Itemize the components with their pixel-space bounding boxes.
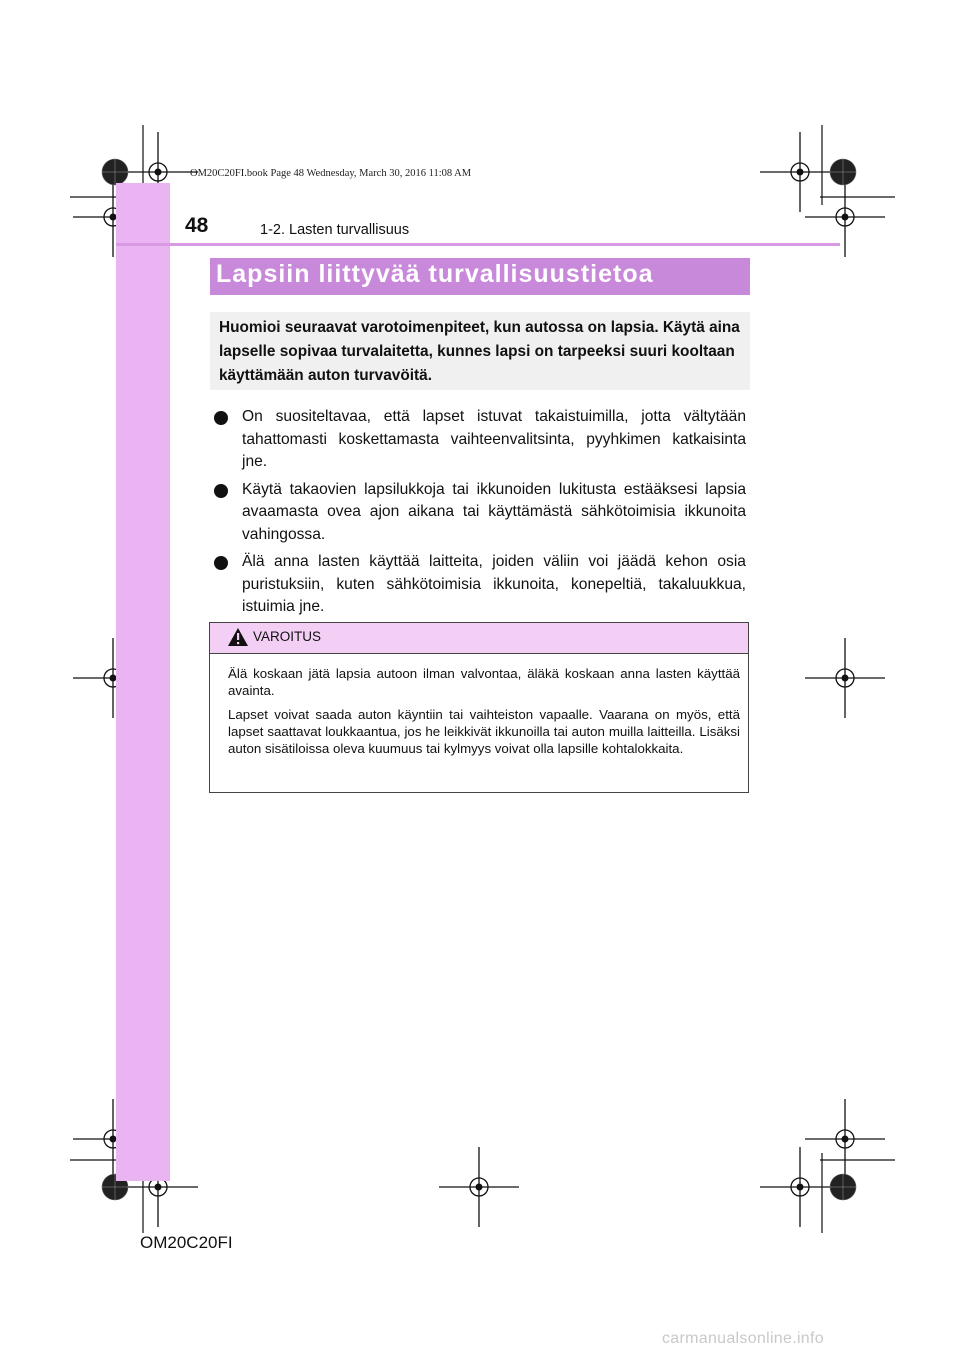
warning-body bbox=[228, 665, 740, 764]
warning-triangle-icon bbox=[227, 627, 249, 647]
title-bar bbox=[210, 258, 750, 295]
header-divider bbox=[116, 243, 840, 246]
section-heading: 1-2. Lasten turvallisuus bbox=[260, 222, 410, 238]
list-item-text: Älä anna lasten käyttää laitteita, joiden väliin voi jäädä kehon osia puristuksiin, kuten sähkötoimisia ikkunoita, konepeltiä, takaluukkua, istuimia jne. bbox=[242, 553, 746, 615]
bullet-dot-icon bbox=[214, 556, 228, 570]
list-item-text: On suositeltavaa, että lapset istuvat takaistuimilla, jotta vältytään tahattomasti koskettamasta vaihteenvalitsinta, pyyhkimen katkaisinta jne. bbox=[242, 408, 746, 470]
warning-paragraph: Älä koskaan jätä lapsia autoon ilman valvontaa, äläkä koskaan anna lasten käyttää avainta. bbox=[228, 666, 740, 698]
page-title: Lapsiin liittyvää turvallisuustietoa bbox=[216, 260, 654, 288]
side-color-band bbox=[116, 183, 170, 1181]
bullet-list bbox=[214, 406, 746, 624]
book-print-stamp: OM20C20FI.book Page 48 Wednesday, March 30, 2016 11:08 AM bbox=[190, 168, 472, 179]
list-item-text: Käytä takaovien lapsilukkoja tai ikkunoiden lukitusta estääksesi lapsia avaamasta ovea ajon aikana tai käyttämästä sähkötoimisia ikkunoita vahingossa. bbox=[242, 480, 746, 543]
intro-box bbox=[210, 312, 750, 390]
page-number: 48 bbox=[185, 214, 209, 237]
warning-box bbox=[209, 622, 749, 793]
warning-header bbox=[210, 623, 748, 654]
intro-text: Huomioi seuraavat varotoimenpiteet, kun autossa on lapsia. Käytä aina lapselle sopivaa turvalaitetta, kunnes lapsi on tarpeeksi suuri kooltaan käyttämään auton turvavöitä. bbox=[219, 319, 740, 384]
warning-paragraph: Lapset voivat saada auton käyntiin tai vaihteiston vapaalle. Vaarana on myös, että lapset saattavat loukkaantua, jos he leikkivät ikkunoilla tai auton muilla laitteilla. Lisäksi auton sisätiloissa oleva kuumuus tai kylmyys voivat olla lapsille kohtalokkaita. bbox=[228, 707, 740, 756]
watermark: carmanualsonline.info bbox=[662, 1330, 824, 1347]
bullet-dot-icon bbox=[214, 411, 228, 425]
list-item bbox=[214, 406, 746, 474]
manual-code: OM20C20FI bbox=[140, 1233, 233, 1252]
warning-title: VAROITUS bbox=[253, 629, 322, 644]
list-item bbox=[214, 551, 746, 619]
bullet-dot-icon bbox=[214, 484, 228, 498]
list-item bbox=[214, 479, 746, 547]
